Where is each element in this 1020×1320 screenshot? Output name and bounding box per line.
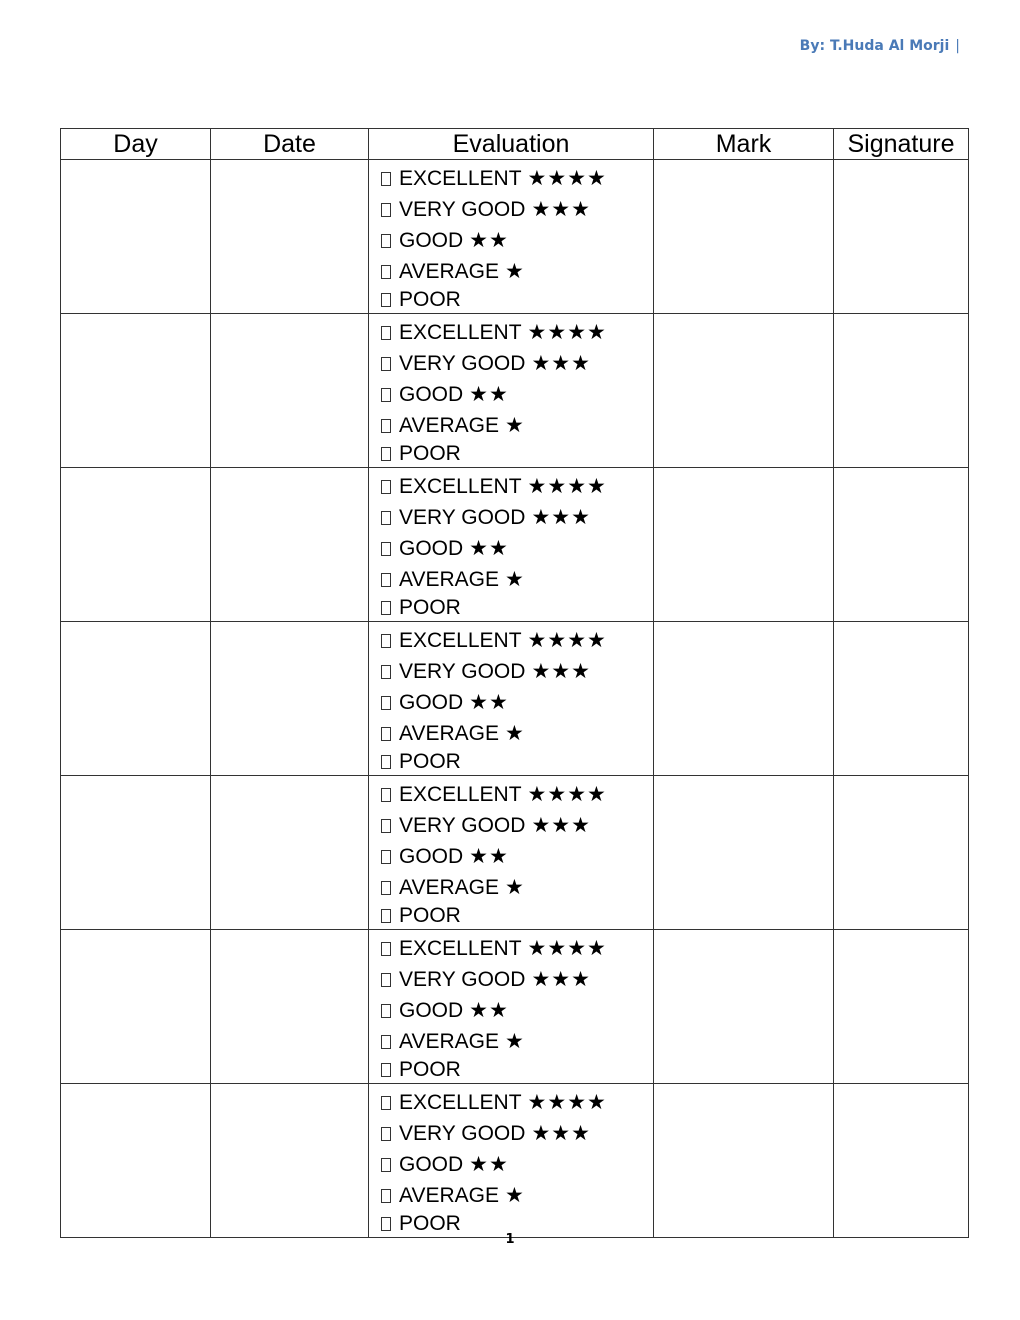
evaluation-option[interactable] <box>381 256 653 287</box>
evaluation-table <box>60 128 969 1238</box>
checkbox-icon[interactable] <box>381 172 391 186</box>
evaluation-options <box>369 1084 653 1237</box>
column-header-evaluation: Evaluation <box>369 129 654 160</box>
evaluation-option[interactable] <box>381 471 653 502</box>
date-cell[interactable] <box>211 776 369 930</box>
date-cell[interactable] <box>211 314 369 468</box>
checkbox-icon[interactable] <box>381 601 391 615</box>
table-header-row <box>61 129 969 160</box>
page-number: 1 <box>505 1232 515 1247</box>
checkbox-icon[interactable] <box>381 755 391 769</box>
evaluation-option[interactable] <box>381 1057 653 1083</box>
star-rating-icon: ★★★★ <box>527 937 607 960</box>
star-rating-icon: ★★★★ <box>527 783 607 806</box>
option-label: POOR <box>399 750 461 773</box>
star-rating-icon: ★★★ <box>531 968 591 991</box>
star-rating-icon: ★★★★ <box>527 1091 607 1114</box>
star-rating-icon: ★★★★ <box>527 629 607 652</box>
mark-cell[interactable] <box>654 622 834 776</box>
evaluation-option[interactable] <box>381 225 653 256</box>
checkbox-icon[interactable] <box>381 1096 391 1110</box>
day-cell[interactable] <box>61 468 211 622</box>
evaluation-options <box>369 776 653 929</box>
column-header-mark: Mark <box>654 129 834 160</box>
evaluation-cell <box>369 776 654 930</box>
signature-cell[interactable] <box>834 776 969 930</box>
evaluation-option[interactable] <box>381 287 653 313</box>
checkbox-icon[interactable] <box>381 234 391 248</box>
evaluation-option[interactable] <box>381 410 653 441</box>
evaluation-option[interactable] <box>381 441 653 467</box>
mark-cell[interactable] <box>654 468 834 622</box>
evaluation-option[interactable] <box>381 779 653 810</box>
checkbox-icon[interactable] <box>381 542 391 556</box>
evaluation-cell <box>369 622 654 776</box>
option-label: VERY GOOD <box>399 660 526 683</box>
option-label: VERY GOOD <box>399 1122 526 1145</box>
signature-cell[interactable] <box>834 930 969 1084</box>
evaluation-cell <box>369 468 654 622</box>
checkbox-icon[interactable] <box>381 881 391 895</box>
mark-cell[interactable] <box>654 314 834 468</box>
checkbox-icon[interactable] <box>381 203 391 217</box>
option-label: GOOD <box>399 1153 464 1176</box>
evaluation-option[interactable] <box>381 163 653 194</box>
evaluation-cell <box>369 1084 654 1238</box>
star-rating-icon: ★★ <box>469 537 509 560</box>
option-label: GOOD <box>399 691 464 714</box>
day-cell[interactable] <box>61 930 211 1084</box>
signature-cell[interactable] <box>834 1084 969 1238</box>
mark-cell[interactable] <box>654 776 834 930</box>
day-cell[interactable] <box>61 776 211 930</box>
star-rating-icon: ★★★★ <box>527 167 607 190</box>
evaluation-option[interactable] <box>381 533 653 564</box>
star-rating-icon: ★★ <box>469 845 509 868</box>
column-header-signature: Signature <box>834 129 969 160</box>
table-row <box>61 776 969 930</box>
checkbox-icon[interactable] <box>381 357 391 371</box>
date-cell[interactable] <box>211 468 369 622</box>
option-label: POOR <box>399 596 461 619</box>
option-label: EXCELLENT <box>399 475 522 498</box>
evaluation-option[interactable] <box>381 872 653 903</box>
evaluation-options <box>369 622 653 775</box>
option-label: VERY GOOD <box>399 506 526 529</box>
checkbox-icon[interactable] <box>381 1158 391 1172</box>
star-rating-icon: ★★ <box>469 383 509 406</box>
option-label: POOR <box>399 904 461 927</box>
evaluation-option[interactable] <box>381 1026 653 1057</box>
star-rating-icon: ★★ <box>469 1153 509 1176</box>
checkbox-icon[interactable] <box>381 1127 391 1141</box>
table-body <box>61 160 969 1238</box>
evaluation-option[interactable] <box>381 348 653 379</box>
checkbox-icon[interactable] <box>381 665 391 679</box>
checkbox-icon[interactable] <box>381 819 391 833</box>
evaluation-option[interactable] <box>381 841 653 872</box>
table-row <box>61 468 969 622</box>
checkbox-icon[interactable] <box>381 511 391 525</box>
option-label: GOOD <box>399 999 464 1022</box>
star-rating-icon: ★ <box>504 260 525 283</box>
option-label: VERY GOOD <box>399 968 526 991</box>
checkbox-icon[interactable] <box>381 265 391 279</box>
evaluation-option[interactable] <box>381 625 653 656</box>
star-rating-icon: ★★★ <box>531 506 591 529</box>
option-label: AVERAGE <box>399 876 499 899</box>
date-cell[interactable] <box>211 622 369 776</box>
evaluation-option[interactable] <box>381 656 653 687</box>
checkbox-icon[interactable] <box>381 1189 391 1203</box>
evaluation-option[interactable] <box>381 903 653 929</box>
day-cell[interactable] <box>61 622 211 776</box>
option-label: AVERAGE <box>399 1184 499 1207</box>
evaluation-options <box>369 160 653 313</box>
option-label: GOOD <box>399 229 464 252</box>
signature-cell[interactable] <box>834 468 969 622</box>
option-label: POOR <box>399 1058 461 1081</box>
checkbox-icon[interactable] <box>381 788 391 802</box>
option-label: VERY GOOD <box>399 352 526 375</box>
star-rating-icon: ★★★ <box>531 352 591 375</box>
table-row <box>61 930 969 1084</box>
table-row <box>61 622 969 776</box>
option-label: EXCELLENT <box>399 937 522 960</box>
star-rating-icon: ★ <box>504 568 525 591</box>
star-rating-icon: ★ <box>504 876 525 899</box>
checkbox-icon[interactable] <box>381 326 391 340</box>
evaluation-option[interactable] <box>381 964 653 995</box>
star-rating-icon: ★ <box>504 1030 525 1053</box>
evaluation-option[interactable] <box>381 564 653 595</box>
option-label: POOR <box>399 288 461 311</box>
star-rating-icon: ★ <box>504 722 525 745</box>
evaluation-option[interactable] <box>381 194 653 225</box>
checkbox-icon[interactable] <box>381 419 391 433</box>
date-cell[interactable] <box>211 930 369 1084</box>
star-rating-icon: ★★ <box>469 999 509 1022</box>
option-label: GOOD <box>399 383 464 406</box>
column-header-day: Day <box>61 129 211 160</box>
header-separator: | <box>955 38 960 54</box>
option-label: AVERAGE <box>399 1030 499 1053</box>
date-cell[interactable] <box>211 160 369 314</box>
checkbox-icon[interactable] <box>381 573 391 587</box>
evaluation-option[interactable] <box>381 379 653 410</box>
evaluation-option[interactable] <box>381 1149 653 1180</box>
table-row <box>61 314 969 468</box>
star-rating-icon: ★ <box>504 1184 525 1207</box>
option-label: GOOD <box>399 537 464 560</box>
evaluation-option[interactable] <box>381 933 653 964</box>
evaluation-option[interactable] <box>381 595 653 621</box>
star-rating-icon: ★★★★ <box>527 321 607 344</box>
table-row <box>61 1084 969 1238</box>
star-rating-icon: ★★★ <box>531 814 591 837</box>
evaluation-option[interactable] <box>381 1118 653 1149</box>
evaluation-options <box>369 468 653 621</box>
checkbox-icon[interactable] <box>381 1004 391 1018</box>
option-label: VERY GOOD <box>399 198 526 221</box>
option-label: EXCELLENT <box>399 1091 522 1114</box>
checkbox-icon[interactable] <box>381 850 391 864</box>
evaluation-option[interactable] <box>381 810 653 841</box>
star-rating-icon: ★★ <box>469 691 509 714</box>
evaluation-cell <box>369 314 654 468</box>
evaluation-option[interactable] <box>381 1087 653 1118</box>
evaluation-option[interactable] <box>381 1180 653 1211</box>
option-label: AVERAGE <box>399 568 499 591</box>
day-cell[interactable] <box>61 160 211 314</box>
day-cell[interactable] <box>61 314 211 468</box>
checkbox-icon[interactable] <box>381 634 391 648</box>
evaluation-options <box>369 314 653 467</box>
table-row <box>61 160 969 314</box>
option-label: EXCELLENT <box>399 783 522 806</box>
checkbox-icon[interactable] <box>381 447 391 461</box>
checkbox-icon[interactable] <box>381 293 391 307</box>
star-rating-icon: ★ <box>504 414 525 437</box>
checkbox-icon[interactable] <box>381 480 391 494</box>
author-text: By: T.Huda Al Morji <box>799 38 950 54</box>
checkbox-icon[interactable] <box>381 973 391 987</box>
column-header-date: Date <box>211 129 369 160</box>
evaluation-cell <box>369 160 654 314</box>
evaluation-option[interactable] <box>381 502 653 533</box>
option-label: VERY GOOD <box>399 814 526 837</box>
option-label: EXCELLENT <box>399 321 522 344</box>
checkbox-icon[interactable] <box>381 909 391 923</box>
star-rating-icon: ★★★ <box>531 660 591 683</box>
option-label: GOOD <box>399 845 464 868</box>
evaluation-option[interactable] <box>381 687 653 718</box>
checkbox-icon[interactable] <box>381 696 391 710</box>
mark-cell[interactable] <box>654 1084 834 1238</box>
signature-cell[interactable] <box>834 622 969 776</box>
checkbox-icon[interactable] <box>381 388 391 402</box>
star-rating-icon: ★★ <box>469 229 509 252</box>
evaluation-option[interactable] <box>381 718 653 749</box>
option-label: AVERAGE <box>399 722 499 745</box>
evaluation-option[interactable] <box>381 317 653 348</box>
date-cell[interactable] <box>211 1084 369 1238</box>
mark-cell[interactable] <box>654 930 834 1084</box>
mark-cell[interactable] <box>654 160 834 314</box>
option-label: POOR <box>399 442 461 465</box>
star-rating-icon: ★★★★ <box>527 475 607 498</box>
option-label: EXCELLENT <box>399 629 522 652</box>
option-label: AVERAGE <box>399 414 499 437</box>
option-label: POOR <box>399 1212 461 1235</box>
evaluation-cell <box>369 930 654 1084</box>
signature-cell[interactable] <box>834 314 969 468</box>
checkbox-icon[interactable] <box>381 1035 391 1049</box>
day-cell[interactable] <box>61 1084 211 1238</box>
checkbox-icon[interactable] <box>381 942 391 956</box>
checkbox-icon[interactable] <box>381 1217 391 1231</box>
evaluation-option[interactable] <box>381 749 653 775</box>
header-author <box>800 38 960 54</box>
checkbox-icon[interactable] <box>381 727 391 741</box>
signature-cell[interactable] <box>834 160 969 314</box>
option-label: AVERAGE <box>399 260 499 283</box>
star-rating-icon: ★★★ <box>531 1122 591 1145</box>
evaluation-option[interactable] <box>381 995 653 1026</box>
checkbox-icon[interactable] <box>381 1063 391 1077</box>
evaluation-options <box>369 930 653 1083</box>
star-rating-icon: ★★★ <box>531 198 591 221</box>
option-label: EXCELLENT <box>399 167 522 190</box>
